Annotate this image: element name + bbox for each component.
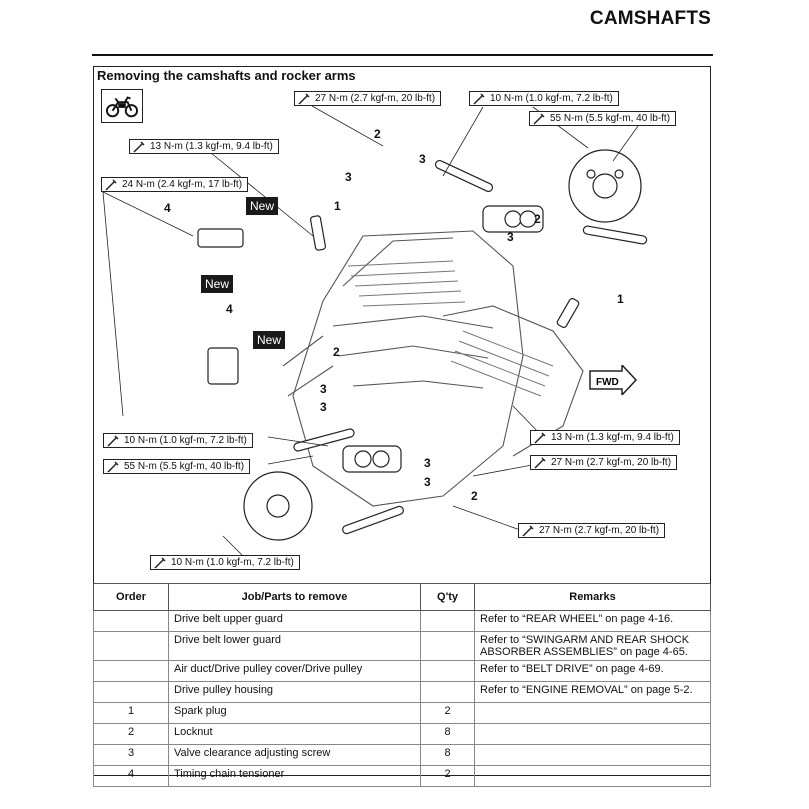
torque-value: 10 N-m (1.0 kgf-m, 7.2 lb-ft) xyxy=(124,435,247,446)
callout-3: 3 xyxy=(320,400,327,414)
torque-label xyxy=(103,459,250,474)
parts-table xyxy=(93,583,711,787)
torque-label xyxy=(518,523,665,538)
torque-label xyxy=(469,91,619,106)
torque-wrench-icon xyxy=(133,141,145,153)
header-remarks: Remarks xyxy=(475,584,711,611)
sprocket-upper xyxy=(569,150,641,222)
torque-wrench-icon xyxy=(105,179,117,191)
page-title: CAMSHAFTS xyxy=(589,8,711,29)
callout-2: 2 xyxy=(534,212,541,226)
torque-value: 10 N-m (1.0 kgf-m, 7.2 lb-ft) xyxy=(171,557,294,568)
new-badge: New xyxy=(253,331,285,349)
callout-3: 3 xyxy=(345,170,352,184)
callout-3: 3 xyxy=(424,475,431,489)
section-title: Removing the camshafts and rocker arms xyxy=(97,68,356,83)
callout-1: 1 xyxy=(334,199,341,213)
forward-arrow-icon xyxy=(588,365,638,395)
torque-label xyxy=(101,177,248,192)
callout-3: 3 xyxy=(507,230,514,244)
torque-wrench-icon xyxy=(298,93,310,105)
torque-label xyxy=(530,455,677,470)
torque-wrench-icon xyxy=(534,432,546,444)
torque-value: 27 N-m (2.7 kgf-m, 20 lb-ft) xyxy=(315,93,436,104)
torque-wrench-icon xyxy=(473,93,485,105)
table-row: Air duct/Drive pulley cover/Drive pulley Refer to “BELT DRIVE” on page 4-69. xyxy=(94,661,711,682)
table-row: 1 Spark plug 2 xyxy=(94,703,711,724)
cylinder-fins xyxy=(348,261,553,396)
torque-wrench-icon xyxy=(107,435,119,447)
table-header-row xyxy=(94,584,711,611)
header-qty: Q'ty xyxy=(421,584,475,611)
torque-value: 55 N-m (5.5 kgf-m, 40 lb-ft) xyxy=(124,461,245,472)
torque-label xyxy=(150,555,300,570)
torque-value: 10 N-m (1.0 kgf-m, 7.2 lb-ft) xyxy=(490,93,613,104)
callout-4: 4 xyxy=(164,201,171,215)
torque-wrench-icon xyxy=(522,525,534,537)
table-row: Drive pulley housing Refer to “ENGINE REMOVAL” on page 5-2. xyxy=(94,682,711,703)
callout-3: 3 xyxy=(424,456,431,470)
callout-2: 2 xyxy=(471,489,478,503)
leader-lines xyxy=(103,106,638,566)
torque-value: 13 N-m (1.3 kgf-m, 9.4 lb-ft) xyxy=(150,141,273,152)
torque-label xyxy=(529,111,676,126)
callout-1: 1 xyxy=(617,292,624,306)
header-order: Order xyxy=(94,584,169,611)
callout-4: 4 xyxy=(226,302,233,316)
torque-value: 27 N-m (2.7 kgf-m, 20 lb-ft) xyxy=(539,525,660,536)
table-row: 3 Valve clearance adjusting screw 8 xyxy=(94,745,711,766)
callout-3: 3 xyxy=(320,382,327,396)
header-rule xyxy=(92,54,713,56)
torque-wrench-icon xyxy=(533,113,545,125)
torque-wrench-icon xyxy=(107,461,119,473)
header-job: Job/Parts to remove xyxy=(169,584,421,611)
tensioners xyxy=(198,229,243,384)
sprocket-lower xyxy=(244,472,312,540)
camshaft-lower xyxy=(343,446,401,472)
table-row: Drive belt upper guard Refer to “REAR WHEEL” on page 4-16. xyxy=(94,611,711,632)
torque-value: 55 N-m (5.5 kgf-m, 40 lb-ft) xyxy=(550,113,671,124)
callout-2: 2 xyxy=(333,345,340,359)
torque-label xyxy=(103,433,253,448)
torque-label xyxy=(530,430,680,445)
callout-2: 2 xyxy=(374,127,381,141)
torque-value: 27 N-m (2.7 kgf-m, 20 lb-ft) xyxy=(551,457,672,468)
torque-label xyxy=(129,139,279,154)
fwd-label: FWD xyxy=(596,377,619,388)
table-row: Drive belt lower guard Refer to “SWINGARM AND REAR SHOCK ABSORBER ASSEMBLIES” on page 4-65. xyxy=(94,632,711,661)
torque-label xyxy=(294,91,441,106)
callout-3: 3 xyxy=(419,152,426,166)
new-badge: New xyxy=(201,275,233,293)
table-row: 4 Timing chain tensioner 2 xyxy=(94,766,711,787)
torque-wrench-icon xyxy=(534,457,546,469)
torque-wrench-icon xyxy=(154,557,166,569)
new-badge: New xyxy=(246,197,278,215)
torque-value: 24 N-m (2.4 kgf-m, 17 lb-ft) xyxy=(122,179,243,190)
table-row: 2 Locknut 8 xyxy=(94,724,711,745)
torque-value: 13 N-m (1.3 kgf-m, 9.4 lb-ft) xyxy=(551,432,674,443)
